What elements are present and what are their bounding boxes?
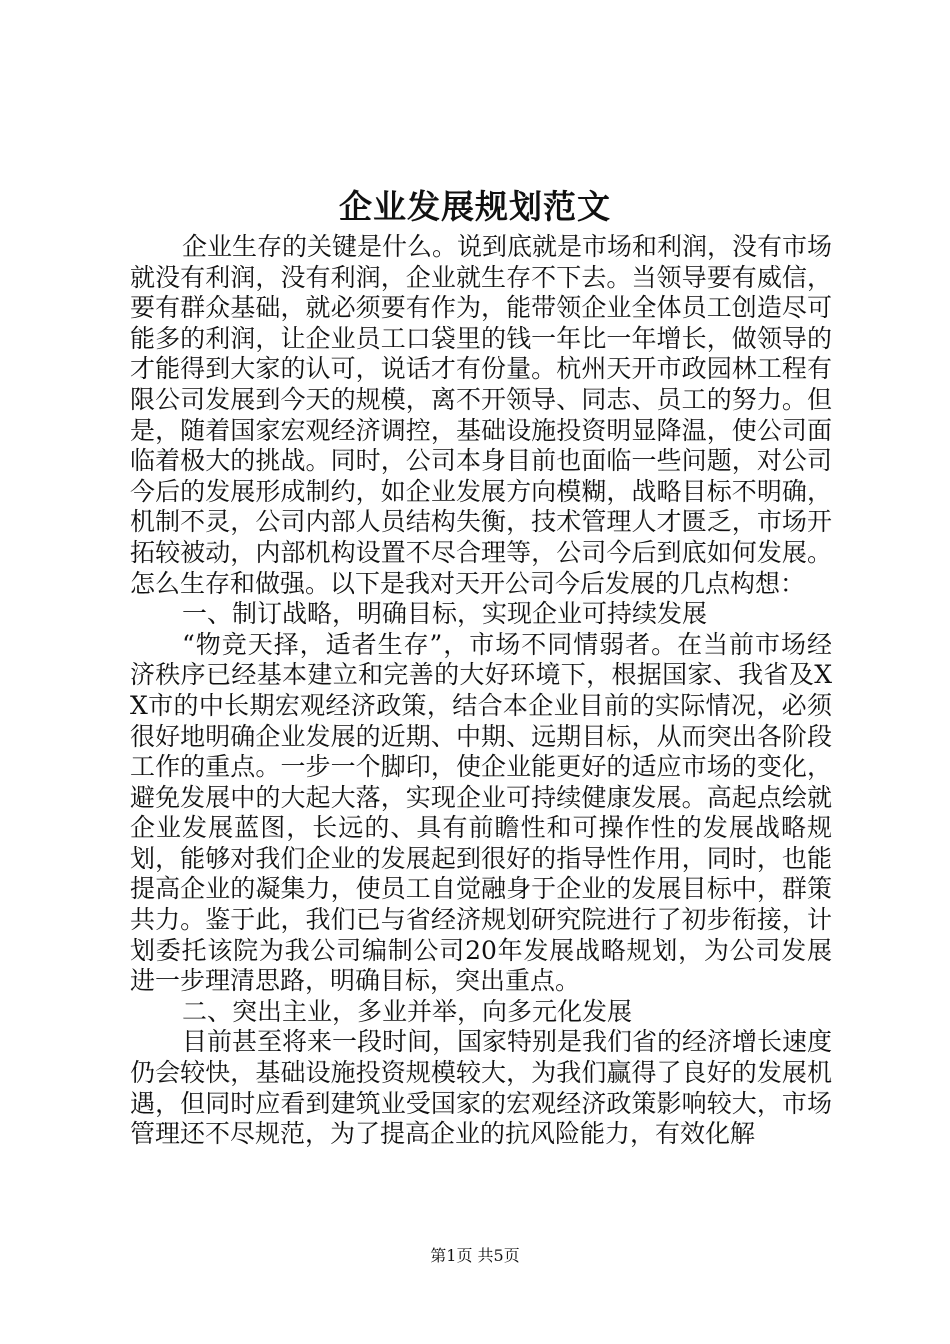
body-paragraph: 企业生存的关键是什么。说到底就是市场和利润，没有市场就没有利润，没有利润，企业就生存不下去。当领导要有威信，要有群众基础，就必须要有作为，能带领企业全体员工创造尽可能多的利润，让企业员工口袋里的钱一年比一年增长，做领导的才能得到大家的认可，说话才有份量。杭州天开市政园林工程有限公司发展到今天的规模，离不开领导、同志、员工的努力。但是，随着国家宏观经济调控，基础设施投资明显降温，使公司面临着极大的挑战。同时，公司本身目前也面临一些问题，对公司今后的发展形成制约，如企业发展方向模糊，战略目标不明确，机制不灵，公司内部人员结构失衡，技术管理人才匮乏，市场开拓较被动，内部机构设置不尽合理等，公司今后到底如何发展。怎么生存和做强。以下是我对天开公司今后发展的几点构想： [130,232,833,598]
document-title: 企业发展规划范文 [339,187,611,226]
section-heading: 二、突出主业，多业并举，向多元化发展 [182,996,633,1026]
page-number-footer: 第1页 共5页 [430,1246,520,1265]
document-body [130,232,832,1150]
body-paragraph: 目前甚至将来一段时间，国家特别是我们省的经济增长速度仍会较快，基础设施投资规模较大，为我们赢得了良好的发展机遇，但同时应看到建筑业受国家的宏观经济政策影响较大，市场管理还不尽规范，为了提高企业的抗风险能力，有效化解 [130,1027,833,1149]
section-heading: 一、制订战略，明确目标，实现企业可持续发展 [182,599,708,629]
body-paragraph: “物竞天择，适者生存”，市场不同情弱者。在当前市场经济秩序已经基本建立和完善的大好环境下，根据国家、我省及XX市的中长期宏观经济政策，结合本企业目前的实际情况，必须很好地明确企业发展的近期、中期、远期目标，从而突出各阶段工作的重点。一步一个脚印，使企业能更好的适应市场的变化，避免发展中的大起大落，实现企业可持续健康发展。高起点绘就企业发展蓝图，长远的、具有前瞻性和可操作性的发展战略规划，能够对我们企业的发展起到很好的指导性作用，同时，也能提高企业的凝集力，使员工自觉融身于企业的发展目标中，群策共力。鉴于此，我们已与省经济规划研究院进行了初步衔接，计划委托该院为我公司编制公司20年发展战略规划，为公司发展进一步理清思路，明确目标，突出重点。 [130,629,832,996]
